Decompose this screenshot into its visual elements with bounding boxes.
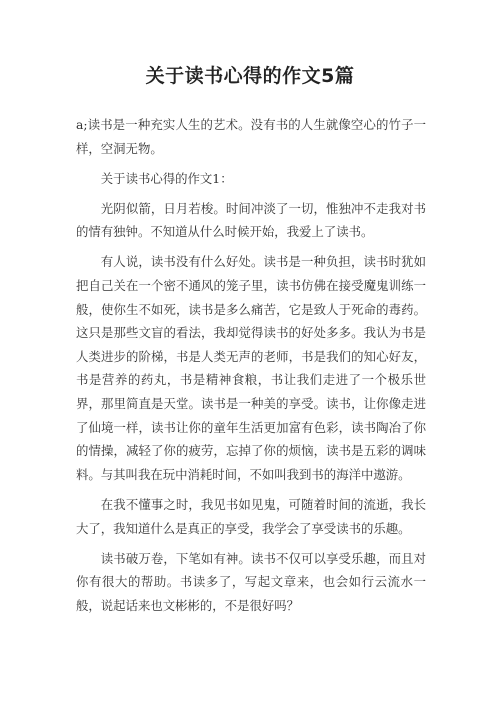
paragraph: 读书破万卷，下笔如有神。读书不仅可以享受乐趣，而且对你有很大的帮助。书读多了，写起文章来，也会如行云流水一般，说起话来也文彬彬的，不是很好吗？ <box>76 550 426 613</box>
paragraph-subheading: 关于读书心得的作文1： <box>100 170 233 186</box>
paragraph: 在我不懂事之时，我见书如见鬼，可随着时间的流逝，我长大了，我知道什么是真正的享受，我学会了享受读书的乐趣。 <box>76 496 426 536</box>
paragraph: 光阴似箭，日月若梭。时间冲淡了一切，惟独冲不走我对书的情有独钟。不知道从什么时候开始，我爱上了读书。 <box>76 200 426 240</box>
document-body <box>76 113 426 624</box>
paragraph-intro: a;读书是一种充实人生的艺术。没有书的人生就像空心的竹子一样，空洞无物。 <box>76 117 426 156</box>
paragraph: 有人说，读书没有什么好处。读书是一种负担，读书时犹如把自己关在一个密不通风的笼子里，读书仿佛在接受魔鬼训练一般，使你生不如死，读书是多么痛苦，它是致人于死命的毒药。这只是那些文盲的看法，我却觉得读书的好处多多。我认为书是人类进步的阶梯，书是人类无声的老师，书是我们的知心好友，书是营养的药丸，书是精神食粮，书让我们走进了一个极乐世界，那里简直是天堂。读书是一种美的享受。读书，让你像走进了仙境一样，读书让你的童年生活更加富有色彩，读书陶冶了你的情操，减轻了你的疲劳，忘掉了你的烦恼，读书是五彩的调味料。与其叫我在玩中消耗时间，不如叫我到书的海洋中遨游。 <box>76 254 426 482</box>
document-title: 关于读书心得的作文5篇 <box>145 65 355 87</box>
